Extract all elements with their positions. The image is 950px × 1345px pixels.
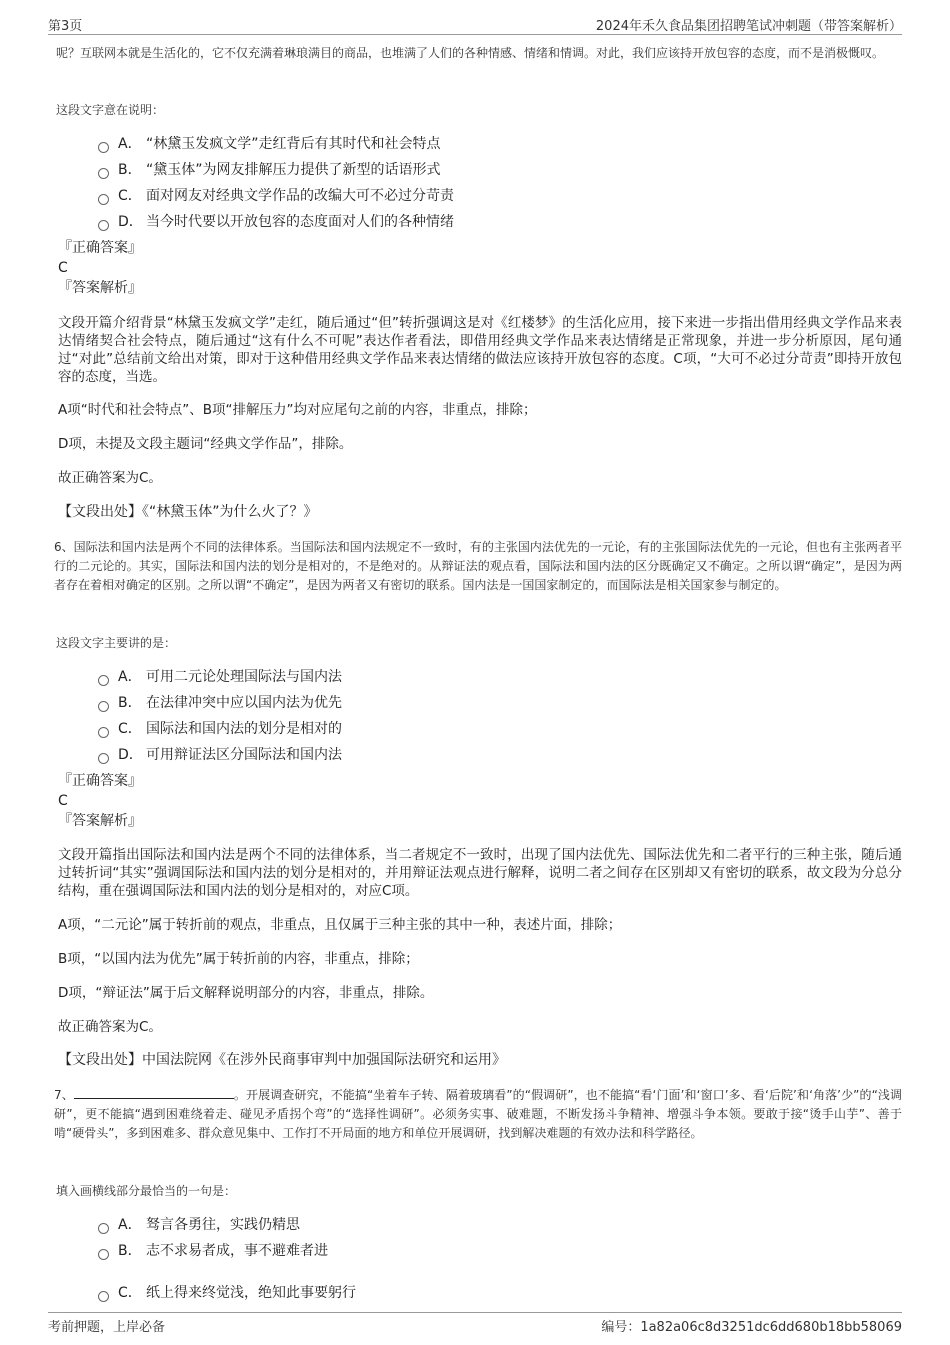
- q6-option-b[interactable]: B． 在法律冲突中应以国内法为优先: [98, 690, 902, 716]
- radio-icon[interactable]: [98, 1223, 109, 1234]
- q6-analysis-1: 文段开篇指出国际法和国内法是两个不同的法律体系，当二者规定不一致时，出现了国内法优先、国际法优先和二者平行的三种主张，随后通过转折词“其实”强调国际法和国内法的划分是相对的，并用辩证法观点进行解释，说明二者之间存在区别却又有密切的联系，故文段为分总分结构，重在强调国际法和国内法的划分是相对的，对应C项。: [58, 847, 902, 899]
- q6-analysis-2-block: [58, 916, 902, 934]
- q6-prompt: 这段文字主要讲的是：: [56, 636, 177, 650]
- q6-analysis-5-block: [58, 1018, 902, 1036]
- q6-source-block: [58, 1050, 902, 1070]
- q5-answer-block: [58, 238, 902, 298]
- q6-prompt-block: [56, 634, 902, 651]
- q5-source-block: [58, 502, 902, 522]
- q7-option-a[interactable]: A． 驽言各勇往，实践仍精思: [98, 1212, 902, 1238]
- q5-prompt: 这段文字意在说明：: [56, 103, 165, 117]
- q5-answer-label: 『正确答案』: [58, 240, 142, 256]
- q6-option-a[interactable]: A． 可用二元论处理国际法与国内法: [98, 664, 902, 690]
- q6-options: [56, 664, 902, 768]
- q6-passage: 6、国际法和国内法是两个不同的法律体系。当国际法和国内法规定不一致时，有的主张国内法优先的一元论，有的主张国际法优先的一元论，但也有主张两者平行的二元论的。其实，国际法和国内法的划分是相对的，不是绝对的。从辩证法的观点看，国际法和国内法的区分既确定又不确定。之所以谓“确定”，是因为两者存在着相对确定的区别。之所以谓“不确定”，是因为两者又有密切的联系。国内法是一国国家制定的，而国际法是相关国家参与制定的。: [54, 540, 902, 592]
- q6-passage-block: [54, 538, 902, 595]
- q7-prompt-block: [56, 1182, 902, 1199]
- q6-analysis-4: D项，“辩证法”属于后文解释说明部分的内容，非重点，排除。: [58, 985, 434, 1001]
- q7-options-continued: [56, 1280, 902, 1306]
- q5-option-a[interactable]: A． “林黛玉发疯文学”走红背后有其时代和社会特点: [98, 131, 902, 157]
- footer-slogan: 考前押题，上岸必备: [48, 1320, 166, 1335]
- document-id: 编号：1a82a06c8d3251dc6dd680b18bb58069: [601, 1320, 902, 1335]
- q7-passage-block: [54, 1086, 902, 1143]
- q5-prompt-block: [56, 101, 902, 118]
- q5-analysis-label: 『答案解析』: [58, 280, 142, 296]
- q5-option-d[interactable]: D． 当今时代要以开放包容的态度面对人们的各种情绪: [98, 209, 902, 235]
- q5-analysis-4: 故正确答案为C。: [58, 470, 162, 486]
- q7-options: [56, 1212, 902, 1264]
- q7-option-c[interactable]: C． 纸上得来终觉浅，绝知此事要躬行: [98, 1280, 902, 1306]
- q6-answer: C: [58, 793, 68, 809]
- radio-icon[interactable]: [98, 220, 109, 231]
- fill-in-blank[interactable]: [74, 1086, 234, 1099]
- document-title: 2024年禾久食品集团招聘笔试冲刺题（带答案解析）: [595, 19, 902, 34]
- radio-icon[interactable]: [98, 194, 109, 205]
- q7-number: 7、: [54, 1088, 74, 1102]
- q6-option-c[interactable]: C． 国际法和国内法的划分是相对的: [98, 716, 902, 742]
- q7-prompt: 填入画横线部分最恰当的一句是：: [56, 1184, 237, 1198]
- radio-icon[interactable]: [98, 675, 109, 686]
- radio-icon[interactable]: [98, 701, 109, 712]
- q5-option-c[interactable]: C． 面对网友对经典文学作品的改编大可不必过分苛责: [98, 183, 902, 209]
- q5-answer: C: [58, 260, 68, 276]
- q7-passage-wrapper: [54, 1086, 902, 1143]
- q5-passage-tail: 呢？互联网本就是生活化的，它不仅充满着琳琅满目的商品，也堆满了人们的各种情感、情绪和情调。对此，我们应该持开放包容的态度，而不是消极慨叹。: [56, 46, 885, 60]
- q7-option-b[interactable]: B． 志不求易者成，事不避难者进: [98, 1238, 902, 1264]
- radio-icon[interactable]: [98, 168, 109, 179]
- q5-options: [56, 131, 902, 235]
- radio-icon[interactable]: [98, 727, 109, 738]
- q5-option-b[interactable]: B． “黛玉体”为网友排解压力提供了新型的话语形式: [98, 157, 902, 183]
- q5-analysis-1: 文段开篇介绍背景“林黛玉发疯文学”走红，随后通过“但”转折强调这是对《红楼梦》的生活化应用，接下来进一步指出借用经典文学作品来表达情绪契合社会特点，随后通过“这有什么不可呢”表达作者看法，即借用经典文学作品来表达情绪是正常现象，并进一步分析原因，尾句通过“对此”总结前文给出对策，即对于这种借用经典文学作品来表达情绪的做法应该持开放包容的态度。C项，“大可不必过分苛责”即持开放包容的态度，当选。: [58, 315, 902, 385]
- radio-icon[interactable]: [98, 1291, 109, 1302]
- q6-option-d[interactable]: D． 可用辩证法区分国际法和国内法: [98, 742, 902, 768]
- q5-analysis-4-block: [58, 469, 902, 487]
- q5-analysis-block: [58, 314, 902, 386]
- q5-analysis-3-block: [58, 435, 902, 453]
- q5-analysis-2-block: [58, 401, 902, 419]
- page-header: [48, 12, 902, 35]
- q5-source: 【文段出处】《“林黛玉体”为什么火了？》: [58, 504, 318, 520]
- page-number: 第3页: [48, 19, 83, 34]
- q5-analysis-2: A项“时代和社会特点”、B项“排解压力”均对应尾句之前的内容，非重点，排除；: [58, 402, 537, 418]
- q7-passage: 。开展调查研究，不能搞“坐着车子转、隔着玻璃看”的“假调研”，也不能搞“看‘门面’和‘窗口’多、看‘后院’和‘角落’少”的“浅调研”，更不能搞“遇到困难绕着走、碰见矛盾拐个弯”的“选择性调研”。必须务实事、破难题，不断发扬斗争精神、增强斗争本领。要敢于接“烫手山芋”、善于啃“硬骨头”，多到困难多、群众意见集中、工作打不开局面的地方和单位开展调研，找到解决难题的有效办法和科学路径。: [54, 1088, 902, 1140]
- q6-analysis-3: B项，“以国内法为优先”属于转折前的内容，非重点，排除；: [58, 951, 419, 967]
- page-footer: [48, 1312, 902, 1339]
- q5-passage-block: [56, 44, 902, 63]
- radio-icon[interactable]: [98, 142, 109, 153]
- q6-source: 【文段出处】中国法院网《在涉外民商事审判中加强国际法研究和运用》: [58, 1052, 506, 1068]
- q6-answer-label: 『正确答案』: [58, 773, 142, 789]
- q5-analysis-3: D项，未提及文段主题词“经典文学作品”，排除。: [58, 436, 353, 452]
- q6-analysis-block: [58, 846, 902, 900]
- radio-icon[interactable]: [98, 1249, 109, 1260]
- q6-analysis-2: A项，“二元论”属于转折前的观点，非重点，且仅属于三种主张的其中一种，表述片面，排除；: [58, 917, 622, 933]
- q6-answer-block: [58, 771, 902, 831]
- q6-analysis-3-block: [58, 950, 902, 968]
- q6-analysis-label: 『答案解析』: [58, 813, 142, 829]
- radio-icon[interactable]: [98, 753, 109, 764]
- q6-analysis-4-block: [58, 984, 902, 1002]
- q6-analysis-5: 故正确答案为C。: [58, 1019, 162, 1035]
